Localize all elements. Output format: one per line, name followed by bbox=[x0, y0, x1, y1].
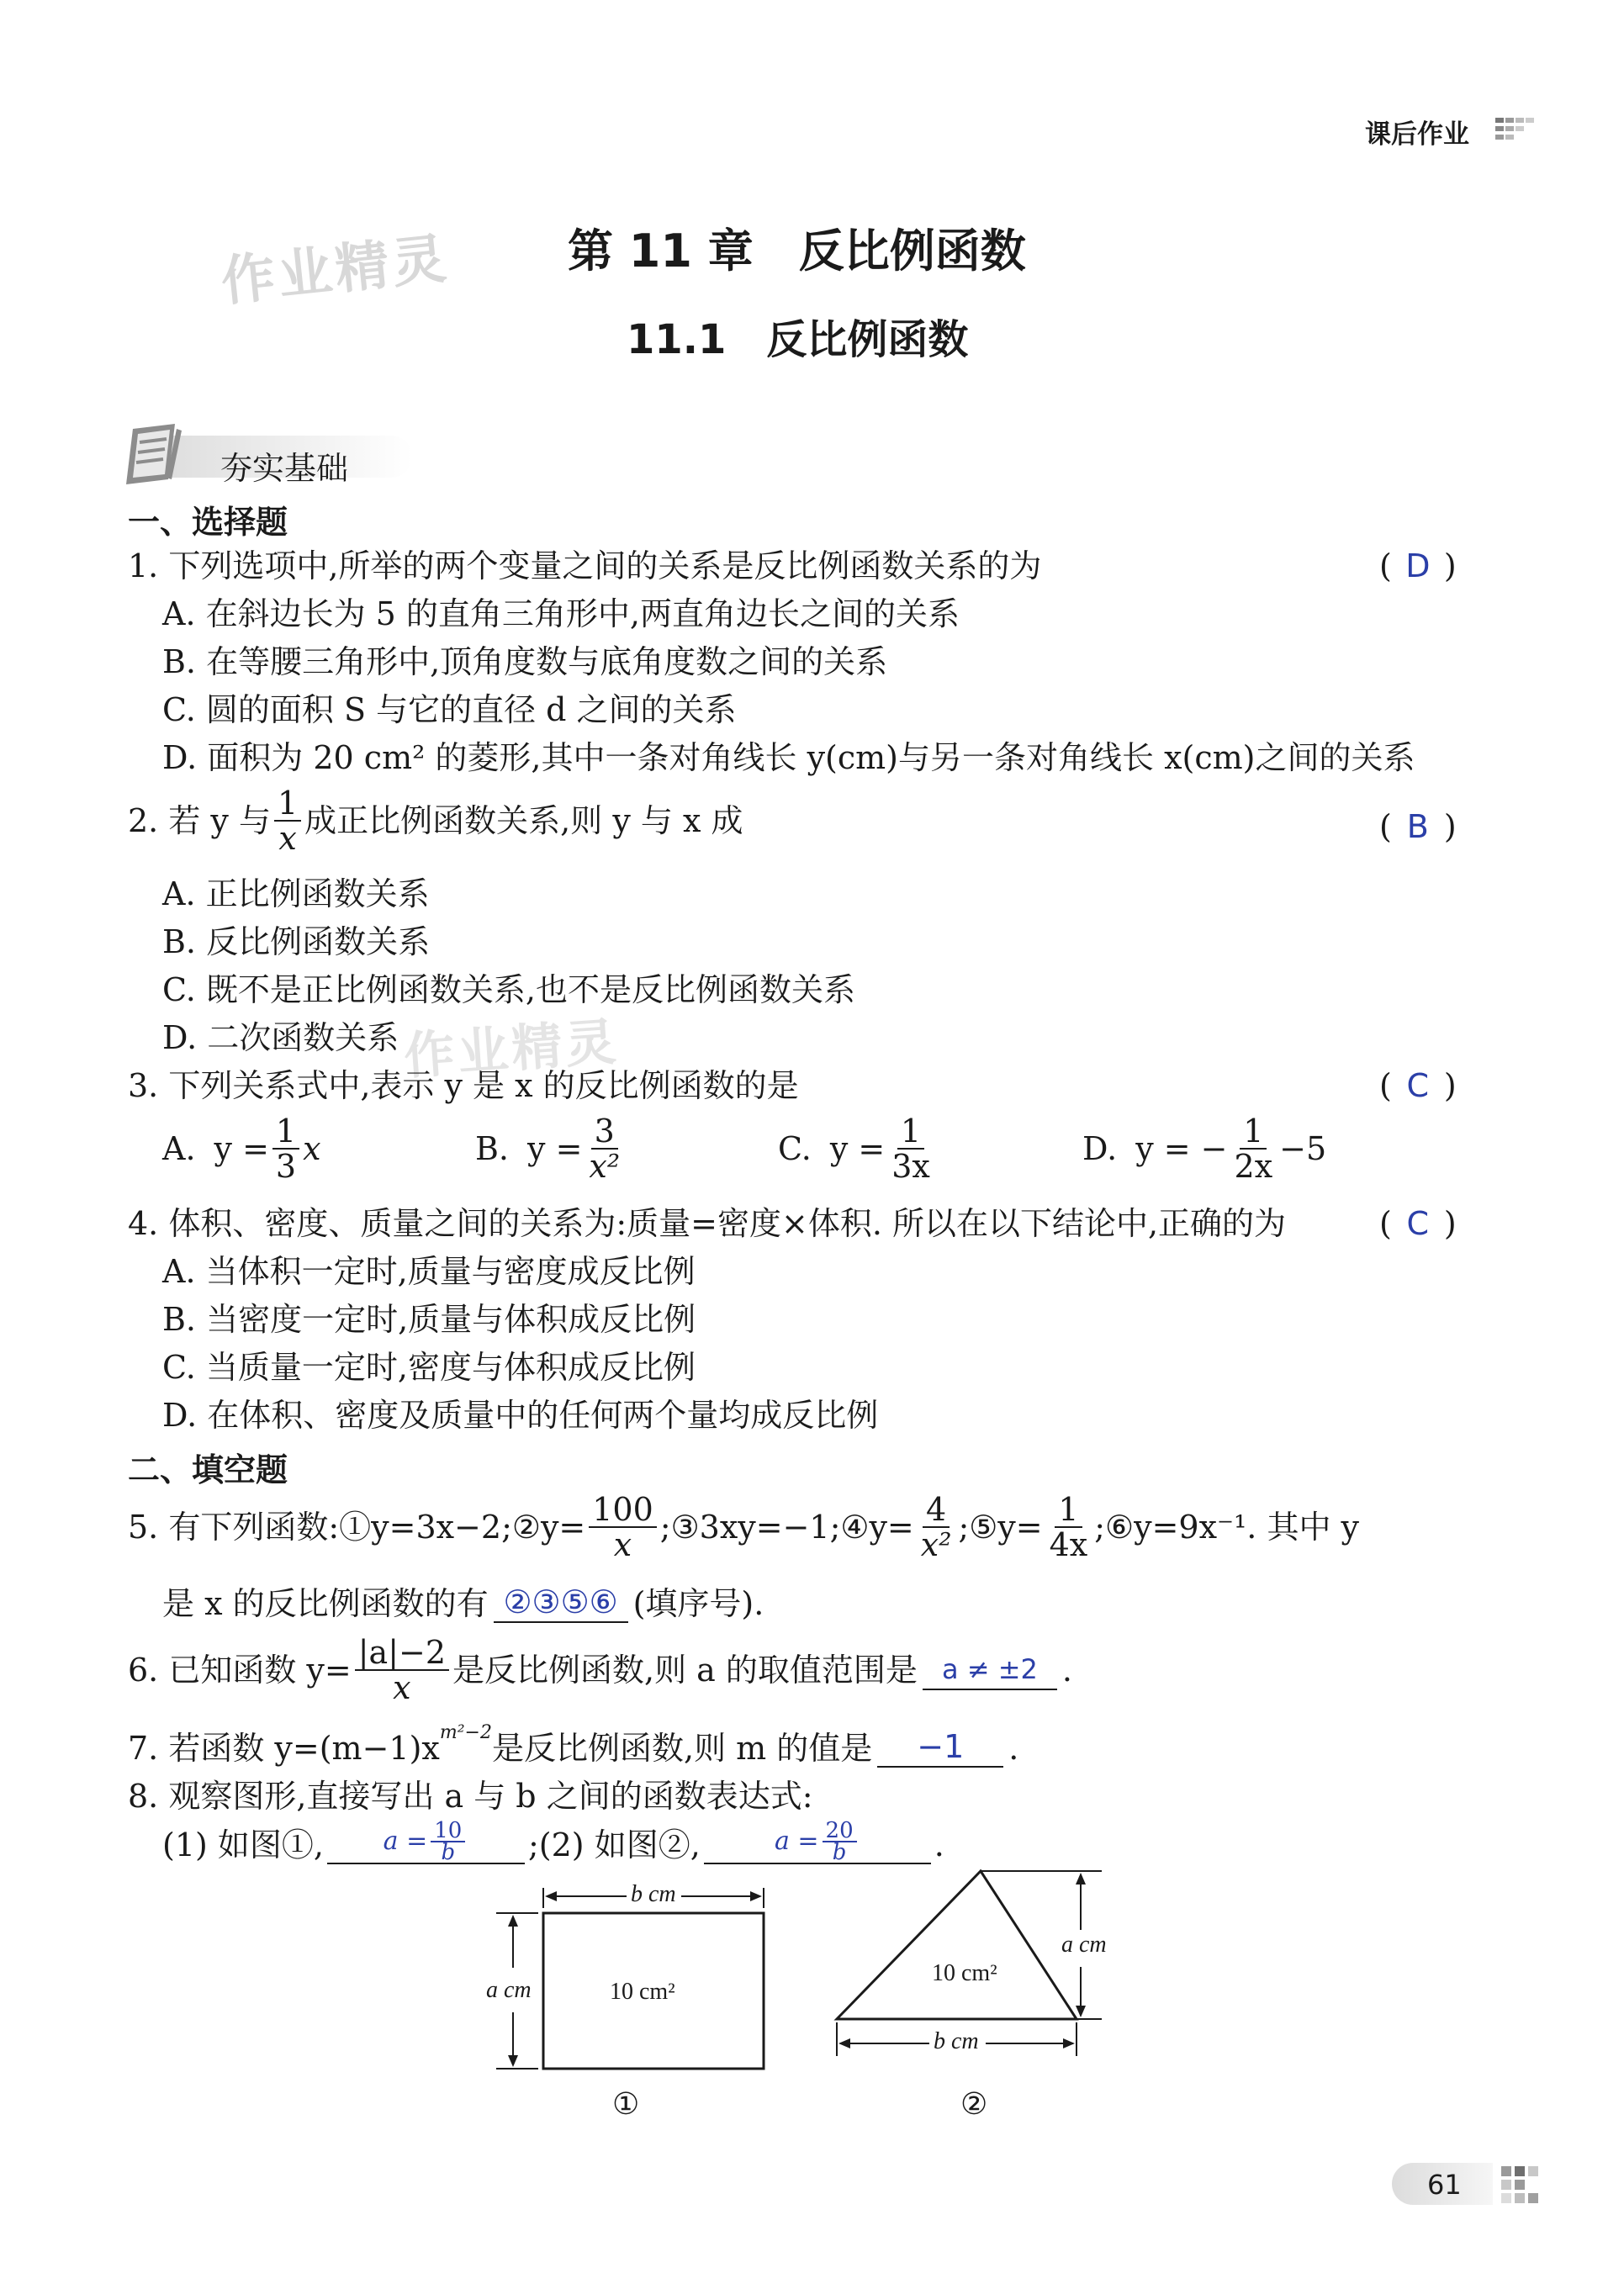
part2-title: 二、填空题 bbox=[128, 1451, 288, 1488]
q5-line2 bbox=[162, 1583, 764, 1623]
q7-line bbox=[128, 1722, 1019, 1768]
q3-answer: C bbox=[1406, 1067, 1430, 1104]
q1-answer: D bbox=[1405, 547, 1431, 584]
q6-pre: 6. 已知函数 y= bbox=[128, 1652, 352, 1689]
q8-answers bbox=[162, 1818, 944, 1865]
q7-exp: m²−2 bbox=[439, 1722, 492, 1743]
q5-line2-pre: 是 x 的反比例函数的有 bbox=[162, 1585, 489, 1622]
fig1-caption: ① bbox=[612, 2087, 640, 2122]
q8-ans2-pre: a = bbox=[774, 1826, 819, 1856]
q2-fraction bbox=[274, 786, 301, 855]
q1-option-a: A. 在斜边长为 5 的直角三角形中,两直角边长之间的关系 bbox=[162, 595, 960, 632]
q7-answer: −1 bbox=[877, 1727, 1003, 1768]
q3-opt-a-label: A. bbox=[162, 1130, 196, 1167]
q2-stem-pre: 2. 若 y 与 bbox=[128, 802, 271, 839]
fig2-height-label: a cm bbox=[1061, 1932, 1107, 1958]
q6-den: x bbox=[393, 1669, 411, 1706]
q8-answer2 bbox=[704, 1818, 931, 1865]
q5-f2-den: x² bbox=[920, 1526, 952, 1563]
q3-opt-a-post: x bbox=[303, 1130, 321, 1167]
section-label: 夯实基础 bbox=[220, 450, 349, 487]
fig2-triangle bbox=[837, 1871, 1076, 2019]
part1-title: 一、选择题 bbox=[128, 504, 288, 541]
header-decoration-icon bbox=[1495, 116, 1542, 146]
page-decoration-icon bbox=[1501, 2166, 1543, 2207]
q3-option-c bbox=[778, 1114, 937, 1183]
q4-option-a: A. 当体积一定时,质量与密度成反比例 bbox=[162, 1253, 696, 1290]
q5-p3: ;⑤y= bbox=[958, 1509, 1043, 1546]
q5-f3-num: 1 bbox=[1055, 1493, 1082, 1528]
q3-option-b bbox=[475, 1114, 627, 1183]
q7-pre: 7. 若函数 y=(m−1)x bbox=[128, 1730, 440, 1767]
q3-opt-d-post: −5 bbox=[1279, 1130, 1327, 1167]
q6-num: |a|−2 bbox=[355, 1636, 449, 1671]
q3-option-a bbox=[162, 1114, 321, 1183]
q8-ans2-den: b bbox=[832, 1840, 847, 1865]
q8-part1-pre: (1) 如图①, bbox=[162, 1826, 324, 1863]
q3-opt-d-pre: y = − bbox=[1135, 1130, 1228, 1167]
q5-f1-num: 100 bbox=[589, 1493, 657, 1528]
fig2-base-label: b cm bbox=[934, 2028, 979, 2054]
q5-line1 bbox=[128, 1493, 1359, 1562]
header-title: 课后作业 bbox=[1365, 119, 1469, 150]
q3-opt-b-pre: y = bbox=[527, 1130, 583, 1167]
q2-frac-num: 1 bbox=[274, 786, 301, 822]
q6-end: . bbox=[1061, 1652, 1073, 1689]
q4-option-b: B. 当密度一定时,质量与体积成反比例 bbox=[162, 1301, 696, 1338]
q1-option-c: C. 圆的面积 S 与它的直径 d 之间的关系 bbox=[162, 691, 737, 728]
q4-option-d: D. 在体积、密度及质量中的任何两个量均成反比例 bbox=[162, 1397, 879, 1434]
fig1-height-label: a cm bbox=[486, 1977, 532, 2003]
figure-1 bbox=[479, 1863, 782, 2073]
q2-answer-paren: ( B ) bbox=[1379, 808, 1457, 845]
chapter-title: 第 11 章 反比例函数 bbox=[568, 225, 1026, 278]
q5-p4: ;⑥y=9x⁻¹. 其中 y bbox=[1094, 1509, 1360, 1546]
q3-opt-d-label: D. bbox=[1082, 1130, 1118, 1167]
q2-stem-post: 成正比例函数关系,则 y 与 x 成 bbox=[304, 802, 743, 839]
q3-opt-c-pre: y = bbox=[829, 1130, 886, 1167]
q6-line bbox=[128, 1636, 1072, 1705]
q4-option-c: C. 当质量一定时,密度与体积成反比例 bbox=[162, 1349, 696, 1386]
q1-stem: 1. 下列选项中,所举的两个变量之间的关系是反比例函数关系的为 bbox=[128, 547, 1042, 584]
q3-opt-b-num: 3 bbox=[591, 1114, 618, 1150]
q2-option-d: D. 二次函数关系 bbox=[162, 1019, 399, 1056]
q4-answer-paren: ( C ) bbox=[1379, 1205, 1457, 1242]
q8-ans2-num: 20 bbox=[823, 1821, 857, 1842]
fig1-area-label: 10 cm² bbox=[610, 1979, 675, 2005]
q2-option-b: B. 反比例函数关系 bbox=[162, 923, 431, 960]
q2-frac-den: x bbox=[278, 820, 297, 857]
q5-f3-den: 4x bbox=[1049, 1526, 1088, 1563]
q6-post: 是反比例函数,则 a 的取值范围是 bbox=[452, 1652, 918, 1689]
q5-f2-num: 4 bbox=[923, 1493, 950, 1528]
q3-opt-d-num: 1 bbox=[1240, 1114, 1267, 1150]
q8-answer1 bbox=[327, 1818, 525, 1865]
q3-opt-b-label: B. bbox=[475, 1130, 510, 1167]
q2-option-a: A. 正比例函数关系 bbox=[162, 875, 430, 912]
q1-answer-paren: ( D ) bbox=[1379, 547, 1457, 584]
q3-stem: 3. 下列关系式中,表示 y 是 x 的反比例函数的是 bbox=[128, 1067, 799, 1104]
q5-f1-den: x bbox=[613, 1526, 632, 1563]
q3-opt-a-den: 3 bbox=[275, 1148, 297, 1185]
q8-ans1-den: b bbox=[441, 1840, 456, 1865]
q3-opt-b-den: x² bbox=[589, 1148, 621, 1185]
q1-option-b: B. 在等腰三角形中,顶角度数与底角度数之间的关系 bbox=[162, 643, 888, 680]
q5-answer: ②③⑤⑥ bbox=[494, 1583, 628, 1623]
figure-2 bbox=[824, 1863, 1127, 2073]
q3-opt-c-den: 3x bbox=[891, 1148, 930, 1185]
q2-option-c: C. 既不是正比例函数关系,也不是反比例函数关系 bbox=[162, 971, 855, 1008]
q3-opt-c-label: C. bbox=[778, 1130, 812, 1167]
q3-opt-c-num: 1 bbox=[897, 1114, 924, 1150]
q3-answer-paren: ( C ) bbox=[1379, 1067, 1457, 1104]
q4-answer: C bbox=[1406, 1205, 1430, 1242]
q8-end: . bbox=[934, 1826, 944, 1863]
q5-p2: ;③3xy=−1;④y= bbox=[659, 1509, 914, 1546]
section-title: 11.1 反比例函数 bbox=[627, 316, 969, 363]
q5-p1: 5. 有下列函数:①y=3x−2;②y= bbox=[128, 1509, 586, 1546]
q2-answer: B bbox=[1406, 808, 1429, 845]
q6-answer: a ≠ ±2 bbox=[923, 1650, 1057, 1690]
q1-option-d: D. 面积为 20 cm² 的菱形,其中一条对角线长 y(cm)与另一条对角线长 x(cm)之间的关系 bbox=[162, 739, 1415, 776]
page-number: 61 bbox=[1427, 2169, 1462, 2201]
q4-stem: 4. 体积、密度、质量之间的关系为:质量=密度×体积. 所以在以下结论中,正确的为 bbox=[128, 1205, 1287, 1242]
q8-mid: ;(2) 如图②, bbox=[528, 1826, 701, 1863]
q8-stem: 8. 观察图形,直接写出 a 与 b 之间的函数表达式: bbox=[128, 1778, 813, 1815]
q7-end: . bbox=[1008, 1730, 1019, 1767]
q8-ans1-num: 10 bbox=[431, 1821, 465, 1842]
q3-opt-a-num: 1 bbox=[272, 1114, 299, 1150]
watermark-2: 作业精灵 bbox=[402, 1012, 622, 1086]
fig2-caption: ② bbox=[960, 2087, 988, 2122]
q5-line2-post: (填序号). bbox=[632, 1585, 764, 1622]
watermark: 作业精灵 bbox=[218, 227, 452, 314]
q3-opt-a-pre: y = bbox=[214, 1130, 269, 1167]
q7-post: 是反比例函数,则 m 的值是 bbox=[491, 1730, 873, 1767]
q2-stem bbox=[128, 786, 743, 855]
q3-option-d bbox=[1082, 1114, 1326, 1183]
fig2-area-label: 10 cm² bbox=[932, 1960, 997, 1986]
fig1-width-label: b cm bbox=[631, 1881, 676, 1907]
q8-ans1-pre: a = bbox=[383, 1826, 428, 1856]
q3-opt-d-den: 2x bbox=[1234, 1148, 1273, 1185]
